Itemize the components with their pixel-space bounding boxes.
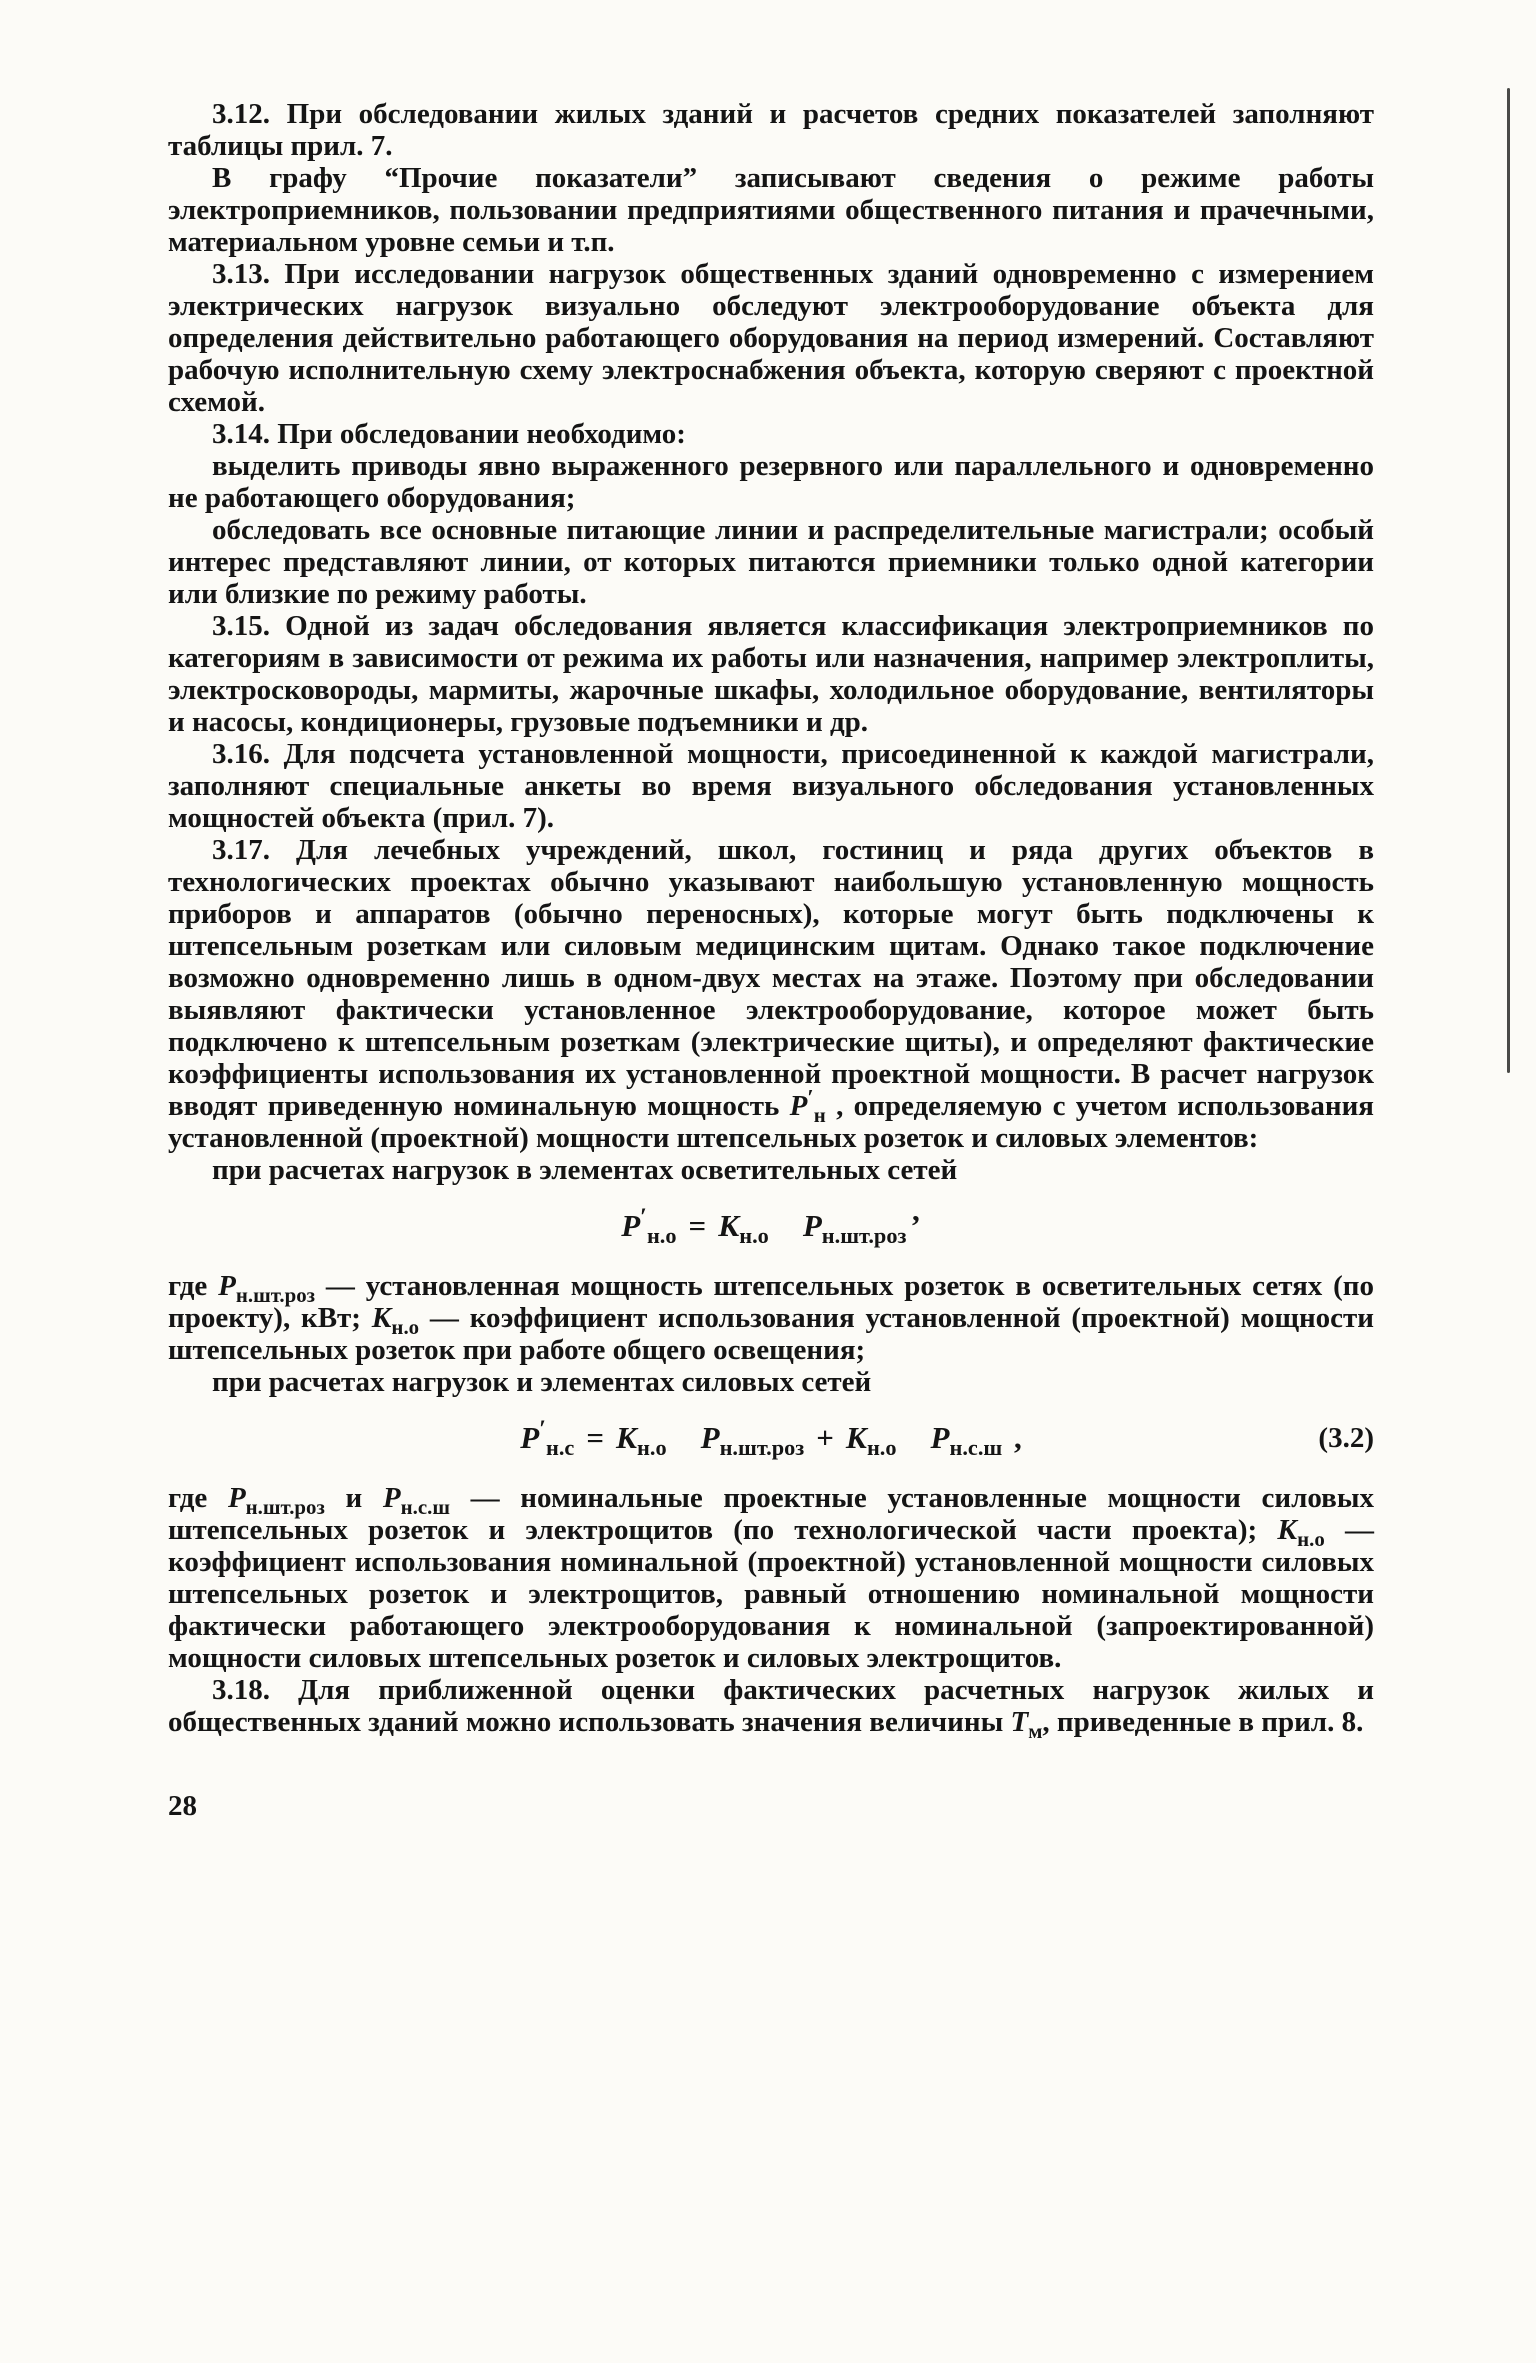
math-variable-k-no: $К_{н.о}$ [1277,1514,1325,1551]
math-variable-k-no: $К_{н.о}$ [718,1208,769,1249]
math-variable-p-socket: $Р_{н.шт.роз}$ [227,1482,325,1519]
plus-sign: + [816,1420,834,1455]
paragraph-list-item-1: выделить приводы явно выраженного резервного или параллельного и одновременно не работающего оборудования; [168,450,1374,514]
paragraph-list-item-2: обследовать все основные питающие линии и распределительные магистрали; особый интерес представляют линии, от которых питаются приемники только одной категории или близкие по режиму работы. [168,514,1374,610]
paragraph-where-1 [168,1270,1374,1366]
formula-number: (3.2) [1318,1422,1374,1454]
page-number: 28 [168,1790,197,1822]
formula-tail-mark: ’ [910,1208,921,1243]
text-segment: — номинальные проектные установленные мощности силовых штепсельных розеток и электрощитов (по технологической части проекта); [168,1482,1374,1546]
math-variable-k-no: $К_{н.о}$ [371,1302,420,1339]
paragraph-3-14: 3.14. При обследовании необходимо: [212,418,686,450]
text-segment: — установленная мощность штепсельных розеток в осветительных сетях (по проекту), кВт; [168,1270,1374,1334]
math-variable-p-socket: $Р_{н.шт.роз}$ [802,1208,907,1249]
text-segment: и [324,1482,383,1514]
math-variable-p-socket: $Р_{н.шт.роз}$ [700,1420,805,1461]
math-variable-p-ncsh: $Р_{н.с.ш}$ [382,1482,450,1519]
paragraph-lighting-networks-intro: при расчетах нагрузок в элементах осветительных сетей [212,1154,958,1186]
paragraph-3-18 [168,1674,1374,1743]
paragraph-3-15: 3.15. Одной из задач обследования является классификация электроприемников по категориям в зависимости от режима их работы или назначения, например электроплиты, электросковороды, мармиты, жарочные шкафы, холодильное оборудование, вентиляторы и насосы, кондиционеры, грузовые подъемники и др. [168,610,1374,738]
text-segment: где [168,1270,219,1302]
equals-sign: = [688,1208,707,1243]
text-segment: , приведенные в прил. 8. [1042,1706,1364,1738]
text-segment: где [168,1482,228,1514]
formula-tail-mark: , [1006,1420,1022,1455]
text-segment: — коэффициент использования установленной (проектной) мощности штепсельных розеток при работе общего освещения; [168,1302,1374,1366]
text-segment: 3.17. Для лечебных учреждений, школ, гостиниц и ряда других объектов в технологических проектах обычно указывают наибольшую установленную мощность приборов и аппаратов (обычно переносных), которые могут быть подключены к штепсельным розеткам или силовым медицинским щитам. Однако такое подключение возможно одновременно лишь в одном-двух местах на этаже. Поэтому при обследовании выявляют фактически установленное электрооборудование, которое может быть подключено к штепсельным розеткам (электрические щиты), и определяют фактические коэффициенты использования их установленной проектной мощности. В расчет нагрузок вводят приведенную номинальную мощность [168,834,1374,1122]
paragraph-note-column: В графу “Прочие показатели” записывают сведения о режиме работы электроприемников, пользовании предприятиями общественного питания и прачечными, материальном уровне семьи и т.п. [168,162,1374,258]
text-segment: — коэффициент использования номинальной (проектной) установленной мощности силовых штепсельных розеток и электрощитов, равный отношению номинальной мощности фактически работающего электрооборудования к номинальной (запроектированной) мощности силовых штепсельных розеток и силовых электрощитов. [168,1514,1374,1674]
math-variable-p-socket: $Р_{н.шт.роз}$ [218,1270,316,1307]
math-variable-p-no: $Р'_{н.о}$ [621,1203,677,1249]
formula-3-2 [168,1416,1374,1460]
paragraph-3-12: 3.12. При обследовании жилых зданий и расчетов средних показателей заполняют таблицы прил. 7. [168,98,1374,162]
math-variable-t-m: $Т_м$ [1010,1706,1043,1743]
math-variable-k-no: $К_{н.о}$ [616,1420,667,1461]
paragraph-3-17 [168,834,1374,1154]
equals-sign: = [586,1420,605,1455]
math-variable-p-ncsh: $Р_{н.с.ш}$ [930,1420,1003,1461]
scan-artifact-line [1507,88,1510,1073]
paragraph-3-13: 3.13. При исследовании нагрузок общественных зданий одновременно с измерением электрических нагрузок визуально обследуют электрооборудование объекта для определения действительно работающего оборудования на период измерений. Составляют рабочую исполнительную схему электроснабжения объекта, которую сверяют с проектной схемой. [168,258,1374,418]
math-variable-p-nominal: $Р'_н$ [789,1084,826,1127]
text-segment: , определяемую с учетом использования установленной (проектной) мощности штепсельных розеток и силовых элементов: [168,1090,1374,1154]
math-variable-k-no: $К_{н.о}$ [845,1420,897,1461]
formula-lighting [168,1204,1374,1248]
paragraph-where-2 [168,1482,1374,1674]
paragraph-power-networks-intro: при расчетах нагрузок и элементах силовых сетей [212,1366,872,1398]
text-segment: 3.18. Для приближенной оценки фактических расчетных нагрузок жилых и общественных зданий можно использовать значения величины [168,1674,1374,1738]
document-content [168,98,1374,1822]
paragraph-3-16: 3.16. Для подсчета установленной мощности, присоединенной к каждой магистрали, заполняют специальные анкеты во время визуального обследования установленных мощностей объекта (прил. 7). [168,738,1374,834]
math-variable-p-nc: $Р'_{н.с}$ [520,1415,575,1461]
